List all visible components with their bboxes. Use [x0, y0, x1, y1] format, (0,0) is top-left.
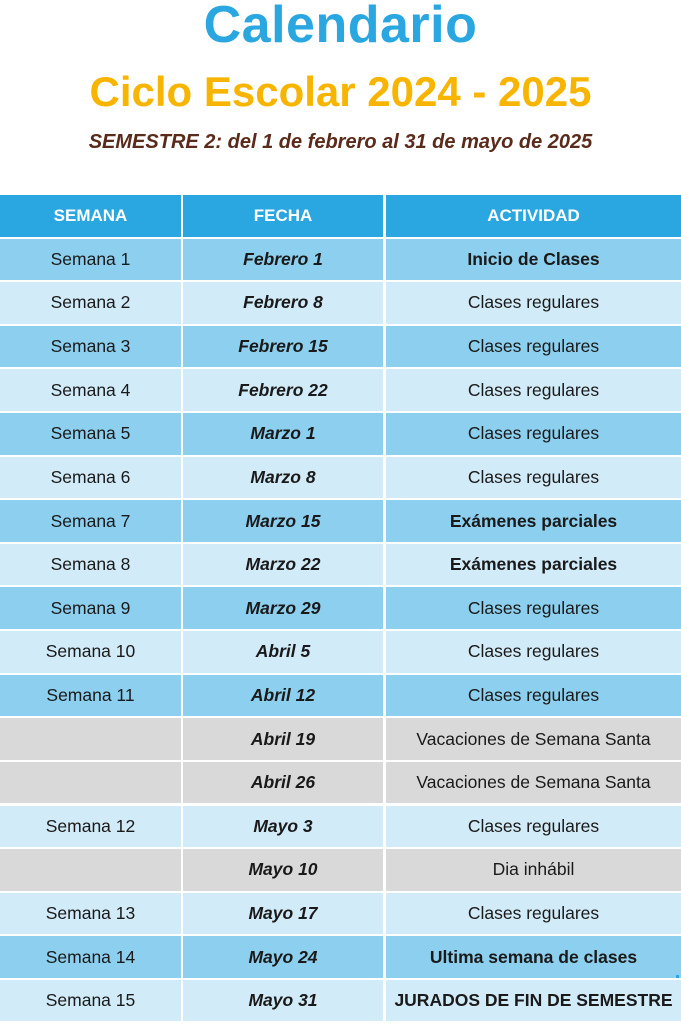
- cell-fecha: Marzo 29: [183, 587, 383, 629]
- cell-semana: Semana 3: [0, 326, 181, 368]
- cell-semana: Semana 7: [0, 500, 181, 542]
- cell-actividad: JURADOS DE FIN DE SEMESTRE: [386, 980, 681, 1022]
- column-header-fecha: FECHA: [183, 195, 383, 237]
- cell-semana: Semana 8: [0, 544, 181, 586]
- cell-actividad: Clases regulares: [386, 675, 681, 717]
- table-row: [0, 413, 681, 455]
- cell-fecha: Mayo 31: [183, 980, 383, 1022]
- cell-fecha: Febrero 8: [183, 282, 383, 324]
- cell-fecha: Mayo 10: [183, 849, 383, 891]
- cell-semana: [0, 849, 181, 891]
- cell-fecha: Abril 19: [183, 718, 383, 760]
- cell-semana: Semana 11: [0, 675, 181, 717]
- cell-actividad: Clases regulares: [386, 326, 681, 368]
- cell-actividad: Dia inhábil: [386, 849, 681, 891]
- cell-fecha: Febrero 1: [183, 239, 383, 281]
- table-row: [0, 631, 681, 673]
- table-row: [0, 849, 681, 891]
- column-header-actividad: ACTIVIDAD: [386, 195, 681, 237]
- cell-semana: Semana 1: [0, 239, 181, 281]
- cell-fecha: Marzo 8: [183, 457, 383, 499]
- table-row: [0, 326, 681, 368]
- cell-fecha: Marzo 1: [183, 413, 383, 455]
- cell-actividad: Clases regulares: [386, 806, 681, 848]
- cell-semana: Semana 15: [0, 980, 181, 1022]
- cell-actividad: Vacaciones de Semana Santa: [386, 718, 681, 760]
- cell-fecha: Febrero 22: [183, 369, 383, 411]
- table-row: [0, 675, 681, 717]
- table-row: [0, 282, 681, 324]
- table-row: [0, 762, 681, 804]
- cell-actividad: Clases regulares: [386, 457, 681, 499]
- cell-actividad: Clases regulares: [386, 369, 681, 411]
- cell-fecha: Mayo 3: [183, 806, 383, 848]
- cell-semana: Semana 4: [0, 369, 181, 411]
- table-row: [0, 239, 681, 281]
- cell-fecha: Marzo 15: [183, 500, 383, 542]
- cell-fecha: Febrero 15: [183, 326, 383, 368]
- cell-fecha: Abril 26: [183, 762, 383, 804]
- cell-actividad: Clases regulares: [386, 893, 681, 935]
- cell-actividad: Ultima semana de clases: [386, 936, 681, 978]
- table-row: [0, 587, 681, 629]
- cell-semana: [0, 762, 181, 804]
- cell-actividad: Clases regulares: [386, 587, 681, 629]
- cell-fecha: Abril 5: [183, 631, 383, 673]
- table-row: [0, 544, 681, 586]
- cell-semana: Semana 2: [0, 282, 181, 324]
- table-row: [0, 980, 681, 1022]
- cell-actividad: Exámenes parciales: [386, 500, 681, 542]
- cell-fecha: Mayo 24: [183, 936, 383, 978]
- edge-marker: [676, 975, 679, 978]
- table-row: [0, 500, 681, 542]
- cell-fecha: Mayo 17: [183, 893, 383, 935]
- cell-actividad: Clases regulares: [386, 631, 681, 673]
- cell-semana: [0, 718, 181, 760]
- cell-actividad: Clases regulares: [386, 413, 681, 455]
- cell-semana: Semana 6: [0, 457, 181, 499]
- calendar-table: [0, 195, 681, 1024]
- table-row: [0, 806, 681, 848]
- cell-semana: Semana 10: [0, 631, 181, 673]
- table-row: [0, 718, 681, 760]
- cell-semana: Semana 13: [0, 893, 181, 935]
- cell-fecha: Abril 12: [183, 675, 383, 717]
- page-title: Calendario: [203, 0, 478, 54]
- table-header-row: [0, 195, 681, 237]
- cell-semana: Semana 14: [0, 936, 181, 978]
- cell-semana: Semana 5: [0, 413, 181, 455]
- cell-actividad: Inicio de Clases: [386, 239, 681, 281]
- table-row: [0, 936, 681, 978]
- table-row: [0, 893, 681, 935]
- table-row: [0, 457, 681, 499]
- page-subtitle: Ciclo Escolar 2024 - 2025: [89, 68, 592, 115]
- column-header-semana: SEMANA: [0, 195, 181, 237]
- cell-semana: Semana 9: [0, 587, 181, 629]
- cell-semana: Semana 12: [0, 806, 181, 848]
- cell-actividad: Exámenes parciales: [386, 544, 681, 586]
- cell-actividad: Vacaciones de Semana Santa: [386, 762, 681, 804]
- cell-fecha: Marzo 22: [183, 544, 383, 586]
- cell-actividad: Clases regulares: [386, 282, 681, 324]
- table-row: [0, 369, 681, 411]
- semester-range: SEMESTRE 2: del 1 de febrero al 31 de mayo de 2025: [88, 131, 593, 153]
